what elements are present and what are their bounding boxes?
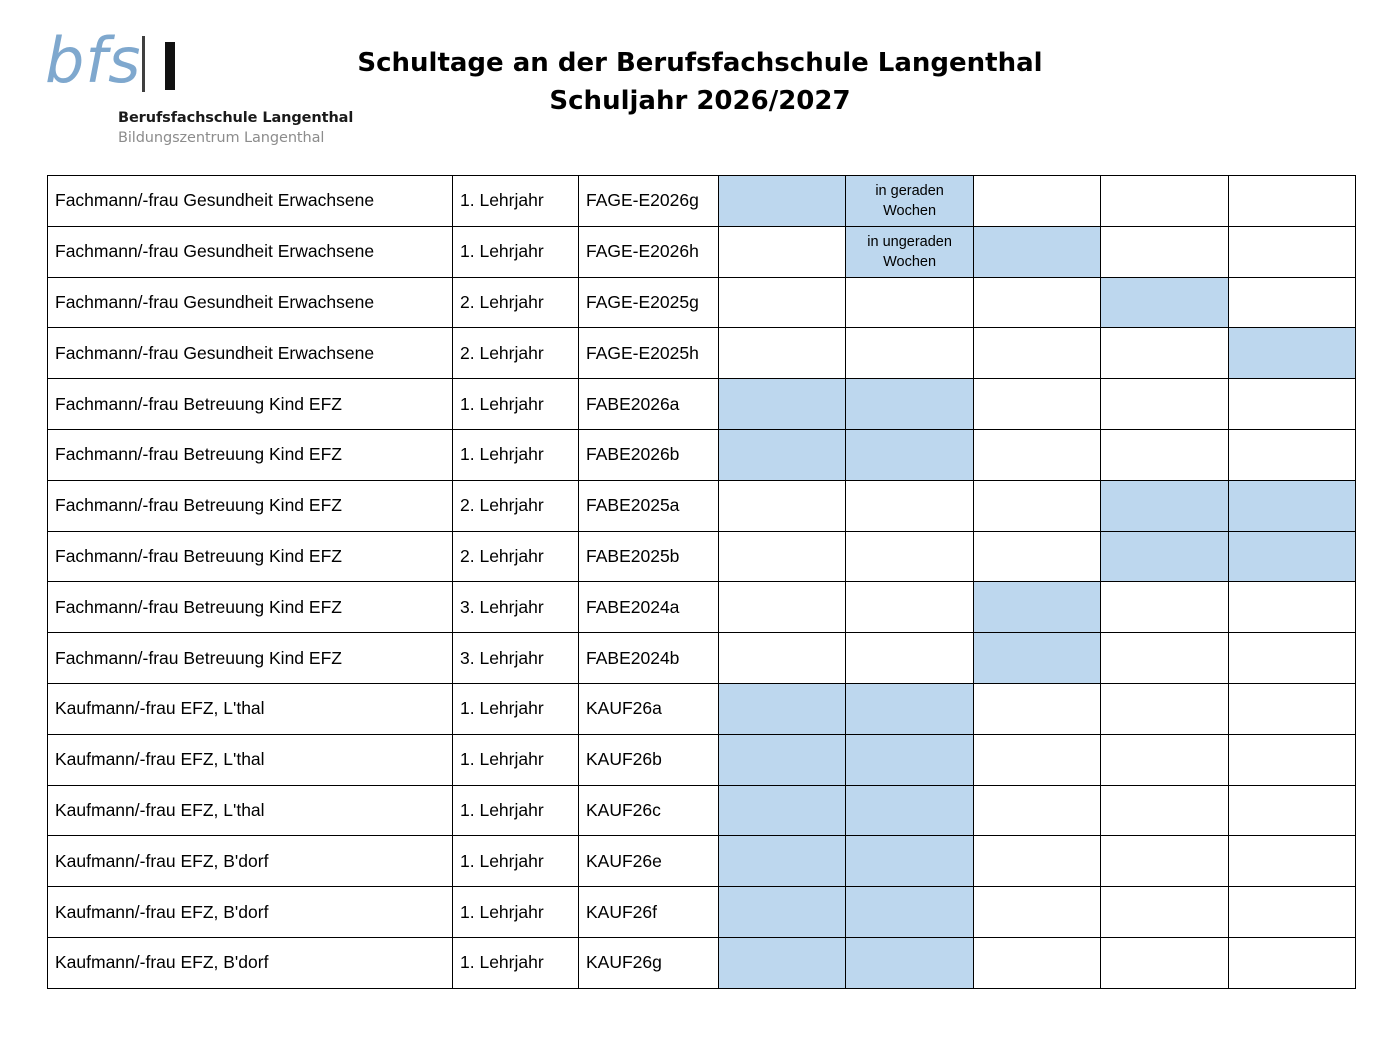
cell-schoolday-empty (1228, 734, 1355, 785)
cell-program: Kaufmann/-frau EFZ, L'thal (48, 734, 453, 785)
table-row (48, 683, 1356, 734)
cell-schoolday-marked (846, 887, 973, 938)
table-row (48, 937, 1356, 988)
cell-class-code: FABE2026a (579, 379, 719, 430)
logo-divider-thin-icon (142, 36, 145, 92)
cell-schoolday-empty (973, 328, 1100, 379)
cell-schoolday-empty (973, 480, 1100, 531)
cell-schoolday-marked (1228, 531, 1355, 582)
cell-schoolday-empty (1101, 734, 1228, 785)
cell-schoolday-marked (846, 683, 973, 734)
cell-program: Fachmann/-frau Betreuung Kind EFZ (48, 429, 453, 480)
cell-schoolday-empty (1228, 785, 1355, 836)
page-title (300, 44, 1100, 120)
cell-schoolday-empty (973, 683, 1100, 734)
cell-class-code: KAUF26g (579, 937, 719, 988)
cell-schoolday-empty (973, 734, 1100, 785)
cell-schoolday-marked (1101, 480, 1228, 531)
cell-class-code: KAUF26f (579, 887, 719, 938)
cell-schoolday-marked (973, 582, 1100, 633)
cell-program: Fachmann/-frau Gesundheit Erwachsene (48, 277, 453, 328)
cell-school-year: 2. Lehrjahr (453, 277, 579, 328)
cell-class-code: FABE2024a (579, 582, 719, 633)
cell-program: Fachmann/-frau Gesundheit Erwachsene (48, 176, 453, 227)
cell-schoolday-empty (719, 531, 846, 582)
cell-schoolday-empty (1228, 633, 1355, 684)
cell-school-year: 1. Lehrjahr (453, 176, 579, 227)
bfs-wordmark: bfs (45, 24, 142, 97)
cell-schoolday-empty (973, 887, 1100, 938)
cell-schoolday-empty (1101, 887, 1228, 938)
table-row (48, 480, 1356, 531)
cell-program: Fachmann/-frau Betreuung Kind EFZ (48, 582, 453, 633)
cell-schoolday-marked (846, 429, 973, 480)
table-row (48, 328, 1356, 379)
cell-school-year: 1. Lehrjahr (453, 887, 579, 938)
cell-school-year: 1. Lehrjahr (453, 785, 579, 836)
cell-schoolday-marked (1101, 277, 1228, 328)
cell-schoolday-marked (846, 176, 973, 227)
cell-schoolday-empty (846, 480, 973, 531)
cell-school-year: 1. Lehrjahr (453, 734, 579, 785)
table-row (48, 277, 1356, 328)
cell-class-code: KAUF26e (579, 836, 719, 887)
cell-schoolday-empty (1101, 226, 1228, 277)
cell-school-year: 2. Lehrjahr (453, 531, 579, 582)
cell-school-year: 3. Lehrjahr (453, 633, 579, 684)
cell-school-year: 1. Lehrjahr (453, 226, 579, 277)
cell-schoolday-marked (719, 937, 846, 988)
cell-schoolday-marked (719, 785, 846, 836)
cell-schoolday-empty (1101, 683, 1228, 734)
cell-school-year: 3. Lehrjahr (453, 582, 579, 633)
cell-program: Kaufmann/-frau EFZ, B'dorf (48, 836, 453, 887)
cell-schoolday-marked (973, 633, 1100, 684)
logo-school-name: Berufsfachschule Langenthal (118, 110, 354, 126)
cell-schoolday-empty (1101, 429, 1228, 480)
cell-program: Fachmann/-frau Gesundheit Erwachsene (48, 226, 453, 277)
cell-schoolday-empty (973, 531, 1100, 582)
cell-schoolday-empty (719, 480, 846, 531)
cell-schoolday-empty (973, 836, 1100, 887)
cell-schoolday-marked (719, 734, 846, 785)
table-row (48, 226, 1356, 277)
cell-schoolday-empty (973, 277, 1100, 328)
cell-schoolday-marked (1228, 328, 1355, 379)
cell-schoolday-marked (719, 683, 846, 734)
cell-schoolday-marked (719, 429, 846, 480)
table-row (48, 633, 1356, 684)
cell-program: Fachmann/-frau Gesundheit Erwachsene (48, 328, 453, 379)
cell-class-code: KAUF26b (579, 734, 719, 785)
cell-class-code: KAUF26a (579, 683, 719, 734)
cell-schoolday-empty (1228, 176, 1355, 227)
cell-schoolday-empty (1101, 328, 1228, 379)
cell-schoolday-marked (1228, 480, 1355, 531)
cell-schoolday-empty (1101, 379, 1228, 430)
school-logo (40, 24, 354, 148)
cell-schoolday-empty (1228, 887, 1355, 938)
cell-class-code: FAGE-E2026g (579, 176, 719, 227)
bfs-logo-mark (45, 24, 175, 100)
cell-schoolday-empty (1228, 277, 1355, 328)
cell-schoolday-marked (846, 379, 973, 430)
cell-schoolday-marked (846, 226, 973, 277)
cell-schoolday-marked (1101, 531, 1228, 582)
cell-school-year: 2. Lehrjahr (453, 480, 579, 531)
cell-schoolday-empty (1101, 785, 1228, 836)
cell-schoolday-empty (719, 226, 846, 277)
cell-schoolday-marked (719, 836, 846, 887)
cell-class-code: FAGE-E2026h (579, 226, 719, 277)
logo-school-subtitle: Bildungszentrum Langenthal (118, 130, 325, 146)
cell-program: Kaufmann/-frau EFZ, L'thal (48, 683, 453, 734)
cell-week-note: in geraden Wochen (875, 182, 944, 219)
cell-schoolday-empty (1228, 683, 1355, 734)
cell-schoolday-empty (1228, 429, 1355, 480)
cell-program: Fachmann/-frau Betreuung Kind EFZ (48, 633, 453, 684)
cell-schoolday-marked (846, 785, 973, 836)
table-row (48, 429, 1356, 480)
cell-schoolday-empty (1101, 937, 1228, 988)
cell-schoolday-marked (846, 734, 973, 785)
cell-schoolday-empty (1101, 176, 1228, 227)
cell-school-year: 2. Lehrjahr (453, 328, 579, 379)
cell-schoolday-empty (1228, 836, 1355, 887)
table-row (48, 785, 1356, 836)
cell-schoolday-marked (719, 379, 846, 430)
table-row (48, 379, 1356, 430)
cell-program: Fachmann/-frau Betreuung Kind EFZ (48, 531, 453, 582)
cell-schoolday-empty (1101, 582, 1228, 633)
page-title-line-1: Schultage an der Berufsfachschule Langenthal (357, 48, 1043, 78)
cell-schoolday-empty (973, 785, 1100, 836)
cell-schoolday-empty (846, 531, 973, 582)
cell-program: Kaufmann/-frau EFZ, B'dorf (48, 937, 453, 988)
table-row (48, 836, 1356, 887)
cell-program: Kaufmann/-frau EFZ, B'dorf (48, 887, 453, 938)
table-row (48, 887, 1356, 938)
cell-class-code: FAGE-E2025h (579, 328, 719, 379)
cell-school-year: 1. Lehrjahr (453, 379, 579, 430)
cell-school-year: 1. Lehrjahr (453, 429, 579, 480)
page-title-line-2: Schuljahr 2026/2027 (549, 86, 851, 116)
cell-schoolday-empty (973, 429, 1100, 480)
schedule-table-body (48, 176, 1356, 989)
cell-class-code: FAGE-E2025g (579, 277, 719, 328)
cell-schoolday-empty (719, 328, 846, 379)
cell-schoolday-empty (846, 328, 973, 379)
cell-schoolday-empty (846, 633, 973, 684)
cell-schoolday-marked (846, 836, 973, 887)
cell-schoolday-marked (846, 937, 973, 988)
cell-class-code: KAUF26c (579, 785, 719, 836)
cell-class-code: FABE2025a (579, 480, 719, 531)
cell-schoolday-empty (973, 379, 1100, 430)
table-row (48, 531, 1356, 582)
cell-schoolday-marked (719, 176, 846, 227)
cell-school-year: 1. Lehrjahr (453, 683, 579, 734)
cell-school-year: 1. Lehrjahr (453, 937, 579, 988)
logo-divider-thick-icon (165, 42, 175, 90)
cell-class-code: FABE2025b (579, 531, 719, 582)
cell-schoolday-empty (1228, 379, 1355, 430)
cell-schoolday-empty (1228, 937, 1355, 988)
cell-schoolday-empty (719, 277, 846, 328)
cell-schoolday-marked (719, 887, 846, 938)
table-row (48, 176, 1356, 227)
cell-schoolday-empty (846, 582, 973, 633)
cell-program: Fachmann/-frau Betreuung Kind EFZ (48, 480, 453, 531)
cell-schoolday-empty (1101, 633, 1228, 684)
cell-class-code: FABE2026b (579, 429, 719, 480)
cell-schoolday-empty (719, 633, 846, 684)
page-header (0, 0, 1400, 165)
cell-schoolday-empty (973, 937, 1100, 988)
table-row (48, 582, 1356, 633)
cell-program: Kaufmann/-frau EFZ, L'thal (48, 785, 453, 836)
cell-schoolday-empty (973, 176, 1100, 227)
cell-class-code: FABE2024b (579, 633, 719, 684)
cell-schoolday-empty (1228, 582, 1355, 633)
cell-week-note: in ungeraden Wochen (867, 233, 952, 270)
cell-schoolday-empty (1228, 226, 1355, 277)
cell-schoolday-empty (1101, 836, 1228, 887)
schedule-table (47, 175, 1356, 989)
cell-schoolday-marked (973, 226, 1100, 277)
cell-schoolday-empty (846, 277, 973, 328)
cell-school-year: 1. Lehrjahr (453, 836, 579, 887)
table-row (48, 734, 1356, 785)
cell-program: Fachmann/-frau Betreuung Kind EFZ (48, 379, 453, 430)
cell-schoolday-empty (719, 582, 846, 633)
